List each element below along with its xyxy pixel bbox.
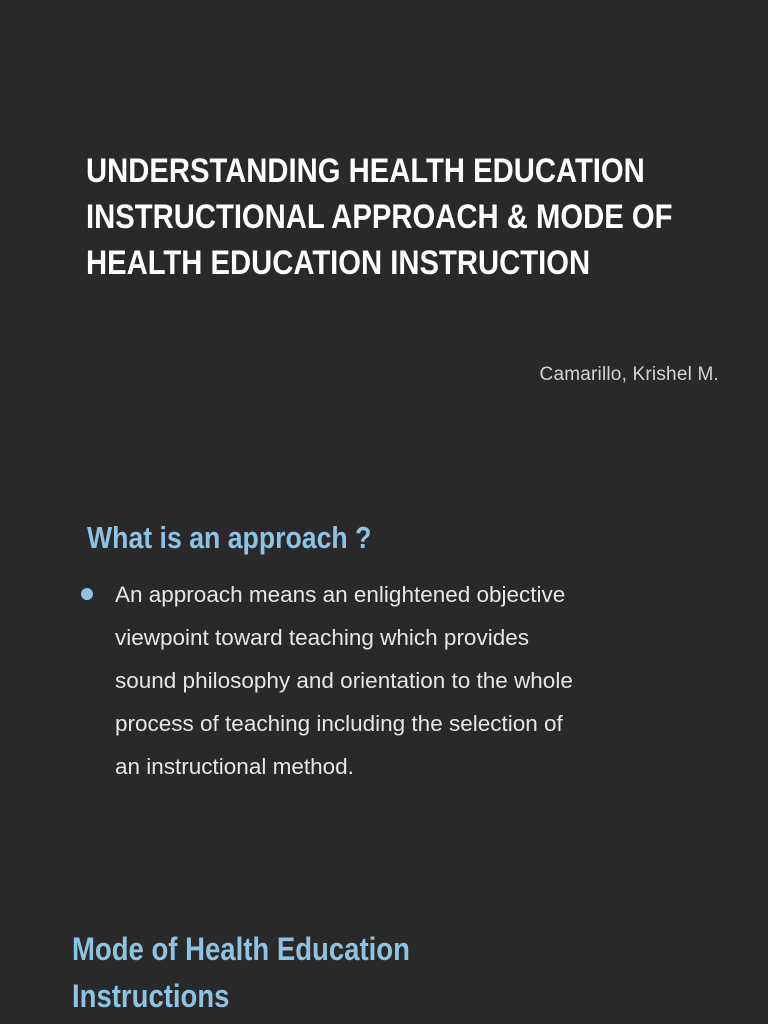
mode-heading-line: Instructions [72, 978, 230, 1014]
mode-heading [72, 926, 410, 1020]
slide-title-line: INSTRUCTIONAL APPROACH & MODE OF [86, 198, 673, 236]
bullet-text-line: process of teaching including the selection of [115, 711, 563, 736]
list-item [78, 573, 678, 788]
bullet-dot-icon [81, 588, 93, 600]
slide-title [86, 148, 673, 286]
slide-title-line: HEALTH EDUCATION INSTRUCTION [86, 244, 591, 282]
slide-title-line: UNDERSTANDING HEALTH EDUCATION [86, 152, 645, 190]
bullet-text-line: an instructional method. [115, 754, 354, 779]
bullet-text-line: An approach means an enlightened objective [115, 582, 566, 607]
approach-bullet-list [78, 573, 678, 788]
bullet-text-line: sound philosophy and orientation to the whole [115, 668, 573, 693]
mode-heading-line: Mode of Health Education [72, 931, 410, 967]
author-name: Camarillo, Krishel M. [539, 364, 719, 385]
approach-heading: What is an approach ? [87, 520, 372, 555]
bullet-text-line: viewpoint toward teaching which provides [115, 625, 529, 650]
